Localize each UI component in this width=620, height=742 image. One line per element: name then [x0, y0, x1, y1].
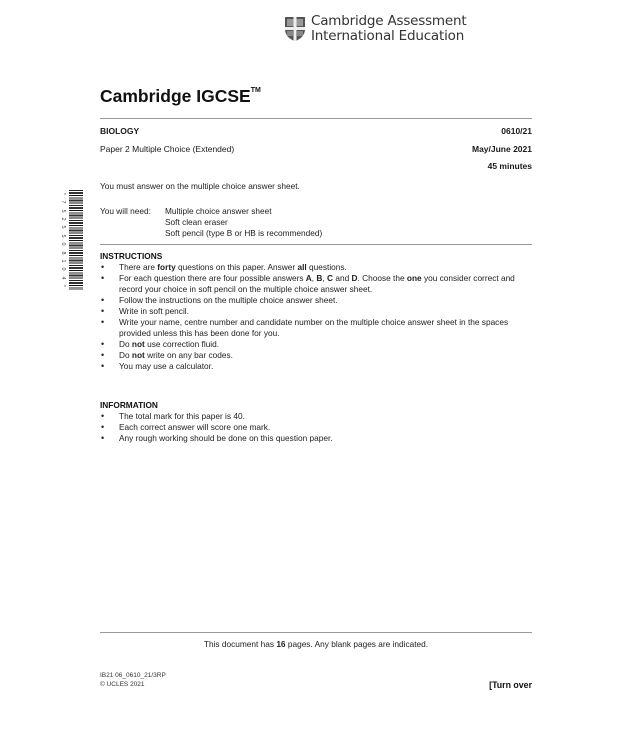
divider-top [100, 118, 532, 119]
must-answer-note: You must answer on the multiple choice answer sheet. [100, 181, 300, 191]
instruction-item: • Do not write on any bar codes. [100, 350, 532, 361]
need-item: Soft clean eraser [165, 217, 228, 227]
barcode-digit: 7 [60, 200, 66, 204]
reference-block [100, 672, 166, 689]
information-heading: INFORMATION [100, 400, 158, 410]
barcode-digit: * [60, 284, 66, 288]
instructions-list [100, 262, 532, 372]
cambridge-shield-icon [284, 16, 306, 42]
cambridge-assessment-logo [284, 14, 466, 44]
information-item: • Any rough working should be done on this question paper. [100, 433, 532, 444]
barcode-digits [58, 190, 66, 290]
need-item: Multiple choice answer sheet [165, 206, 272, 216]
barcode-bars [69, 190, 83, 290]
instruction-item: • Follow the instructions on the multiple choice answer sheet. [100, 295, 532, 306]
logo-line-2: International Education [311, 28, 465, 44]
need-item: Soft pencil (type B or HB is recommended) [165, 228, 323, 238]
barcode-digit: 4 [60, 276, 66, 280]
barcode-digit: 2 [60, 217, 66, 221]
copyright: © UCLES 2021 [100, 680, 145, 688]
need-items [165, 206, 322, 239]
information-list [100, 411, 532, 444]
barcode-digit: 0 [60, 242, 66, 246]
instruction-item: • Write in soft pencil. [100, 306, 532, 317]
syllabus-code: 0610/21 [501, 126, 532, 136]
information-item: • The total mark for this paper is 40. [100, 411, 532, 422]
page-count-note: This document has 16 pages. Any blank pages are indicated. [203, 639, 429, 649]
instructions-heading: INSTRUCTIONS [100, 251, 163, 261]
logo-line-1: Cambridge Assessment [311, 13, 467, 29]
exam-duration: 45 minutes [487, 161, 532, 171]
barcode-digit: 8 [60, 250, 66, 255]
divider-bottom [100, 632, 532, 633]
instruction-item: • Write your name, centre number and candidate number on the multiple choice answer sheet in the spaces provided unless this has been done for you. [100, 317, 532, 339]
title-text: Cambridge IGCSE [100, 86, 251, 106]
divider-mid [100, 244, 532, 245]
reference-code: IB21 06_0610_21/3RP [100, 672, 166, 679]
barcode-digit: 5 [60, 225, 66, 229]
exam-session: May/June 2021 [471, 144, 532, 154]
barcode-digit: * [60, 192, 66, 196]
instruction-item: • Do not use correction fluid. [100, 339, 532, 350]
turn-over: [Turn over [489, 680, 532, 690]
trademark: TM [250, 87, 261, 95]
page-title [100, 86, 261, 107]
subject: BIOLOGY [100, 126, 140, 136]
instruction-item: • For each question there are four possible answers A, B, C and D. Choose the one you consider correct and record your choice in soft pencil on the multiple choice answer sheet. [100, 273, 532, 295]
barcode-digit: 5 [60, 209, 66, 213]
barcode [58, 190, 98, 290]
paper-name: Paper 2 Multiple Choice (Extended) [100, 144, 235, 154]
instruction-item: • There are forty questions on this paper. Answer all questions. [100, 262, 532, 273]
information-item: • Each correct answer will score one mark. [100, 422, 532, 433]
barcode-digit: 0 [60, 267, 66, 271]
barcode-digit: 1 [60, 259, 66, 263]
instruction-item: • You may use a calculator. [100, 361, 532, 372]
barcode-digit: 5 [60, 234, 66, 238]
need-label: You will need: [100, 206, 151, 216]
